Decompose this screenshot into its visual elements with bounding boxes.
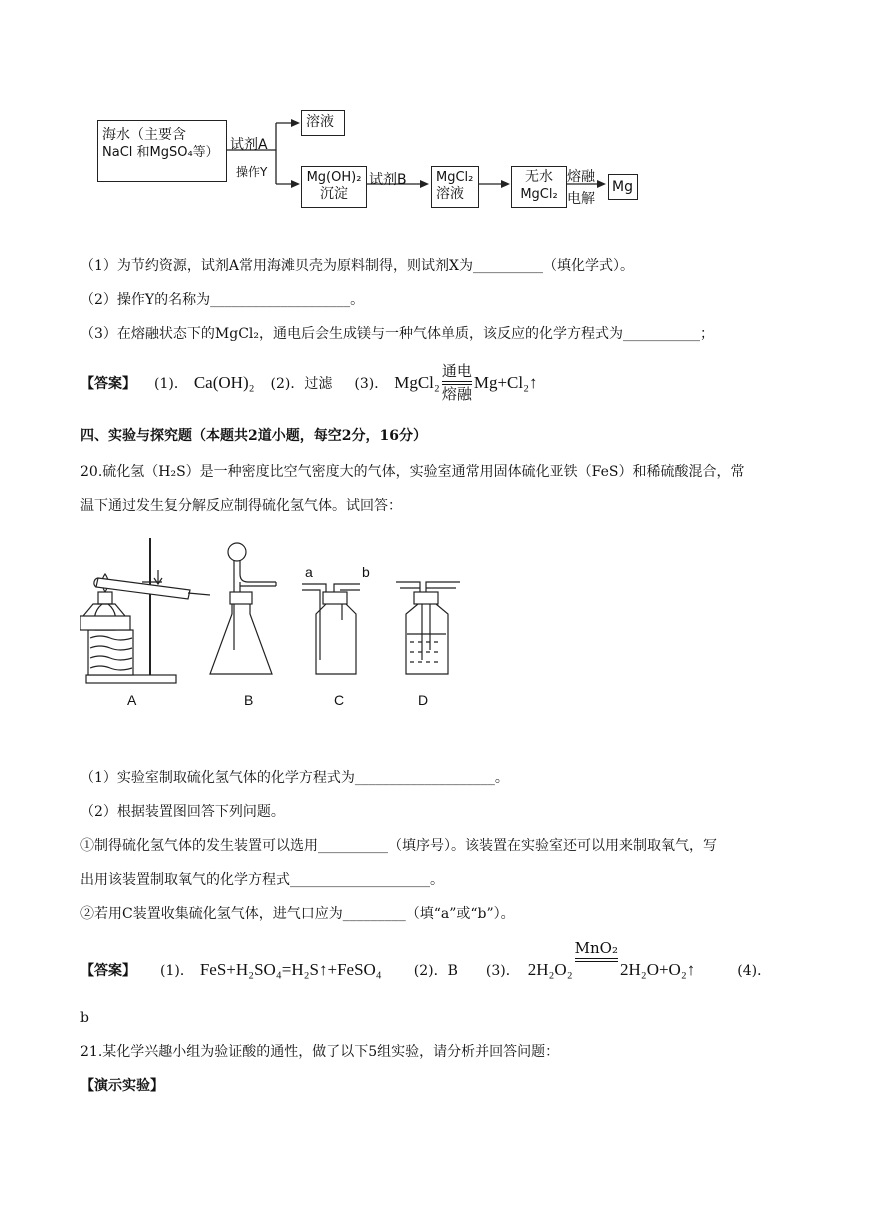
q19-answer-1: Ca(OH)₂ (193, 373, 255, 392)
mgcl2-solution-label-2: 溶液 (436, 186, 464, 202)
q19-condition-top: 通电 (441, 362, 472, 380)
reagent-a-label: 试剂A (230, 137, 268, 153)
q20-answer-1: FeS+H₂SO₄=H₂S↑+FeSO₄ (199, 960, 382, 979)
q20-question-2-1b: 出用该装置制取氧气的化学方程式____________________。 (80, 872, 444, 888)
anhydrous-label-2: MgCl₂ (520, 187, 558, 202)
q20-answer-label: 【答案】 (80, 963, 136, 979)
q19-question-3: （3）在熔融状态下的MgCl₂，通电后会生成镁与一种气体单质，该反应的化学方程式为___________； (80, 326, 715, 342)
apparatus-b (210, 543, 276, 674)
mgcl2-solution-label-1: MgCl₂ (436, 170, 474, 185)
electrolysis-label: 电解 (567, 191, 595, 207)
q19-answer-3-condition (442, 363, 472, 403)
mgoh2-label-1: Mg(OH)₂ (306, 170, 362, 185)
apparatus-a (80, 538, 210, 683)
section-4-title: 四、实验与探究题（本题共2道小题，每空2分，16分） (80, 428, 427, 444)
q20-answer-3-right: 2H₂O+O₂↑ (619, 960, 696, 979)
seawater-box (97, 120, 227, 182)
mgoh2-label-2: 沉淀 (320, 186, 348, 202)
q19-condition-bottom: 熔融 (441, 385, 472, 403)
apparatus-label-a: A (127, 692, 137, 708)
mg-label: Mg (612, 179, 633, 195)
seawater-label-2: NaCl 和MgSO₄等） (102, 145, 219, 160)
q20-answer-1-num: (1)． (160, 963, 194, 979)
anhydrous-mgcl2-box (511, 166, 567, 208)
seawater-label-1: 海水（主要含 (102, 127, 186, 143)
apparatus-d (396, 582, 460, 674)
apparatus-label-d: D (418, 692, 429, 708)
mgoh2-box (301, 166, 367, 208)
condition-bottom-spacer (575, 963, 618, 980)
q20-answer-3-condition (575, 940, 618, 980)
q21-demo-heading: 【演示实验】 (80, 1078, 164, 1094)
q20-stem-2: 温下通过发生复分解反应制得硫化氢气体。试回答： (80, 498, 402, 514)
q20-stem-1: 20.硫化氢（H₂S）是一种密度比空气密度大的气体，实验室通常用固体硫化亚铁（FeS）和稀硫酸混合，常 (80, 464, 745, 480)
reagent-b-label: 试剂B (369, 172, 407, 188)
operation-y-label: 操作Y (236, 165, 268, 179)
q19-answer-3-left: MgCl₂ (394, 373, 440, 392)
apparatus-c (302, 584, 360, 674)
q20-answer (80, 936, 771, 980)
q20-answer-2: (2)．B (413, 963, 458, 979)
tube-b-label: b (362, 564, 370, 580)
mg-box (608, 174, 638, 200)
anhydrous-label-1: 无水 (525, 169, 553, 185)
q19-question-1: （1）为节约资源，试剂A常用海滩贝壳为原料制得，则试剂X为__________（填化学式）。 (80, 258, 634, 274)
mgcl2-solution-box (431, 166, 479, 208)
solution-box (301, 110, 345, 136)
q20-answer-4: b (80, 1010, 89, 1026)
q19-answer-3-num: (3)． (354, 376, 389, 392)
q20-answer-4-num: (4)． (737, 963, 772, 979)
q19-answer-label: 【答案】 (80, 376, 136, 392)
q19-answer (80, 358, 538, 408)
q19-answer-3-right: Mg+Cl₂↑ (473, 373, 538, 392)
q19-question-2: （2）操作Y的名称为____________________。 (80, 292, 365, 308)
melt-label: 熔融 (567, 169, 595, 185)
q20-answer-3-left: 2H₂O₂ (527, 960, 573, 979)
q19-answer-1-num: (1)． (154, 376, 188, 392)
q20-question-1: （1）实验室制取硫化氢气体的化学方程式为____________________。 (80, 770, 509, 786)
q20-condition-top: MnO₂ (574, 939, 618, 957)
q21-stem: 21.某化学兴趣小组为验证酸的通性，做了以下5组实验，请分析并回答问题： (80, 1044, 560, 1060)
q19-answer-2: (2)．过滤 (270, 376, 333, 392)
q20-question-2-2: ②若用C装置收集硫化氢气体，进气口应为_________（填“a”或“b”）。 (80, 906, 515, 922)
apparatus-label-b: B (244, 692, 254, 708)
q20-question-2: （2）根据装置图回答下列问题。 (80, 804, 285, 820)
apparatus-label-c: C (334, 692, 345, 708)
q20-answer-3-num: (3)． (485, 963, 520, 979)
q20-question-2-1a: ①制得硫化氢气体的发生装置可以选用__________（填序号）。该装置在实验室还可以用来制取氧气，写 (80, 838, 717, 854)
solution-label: 溶液 (306, 114, 334, 130)
tube-a-label: a (305, 564, 313, 580)
